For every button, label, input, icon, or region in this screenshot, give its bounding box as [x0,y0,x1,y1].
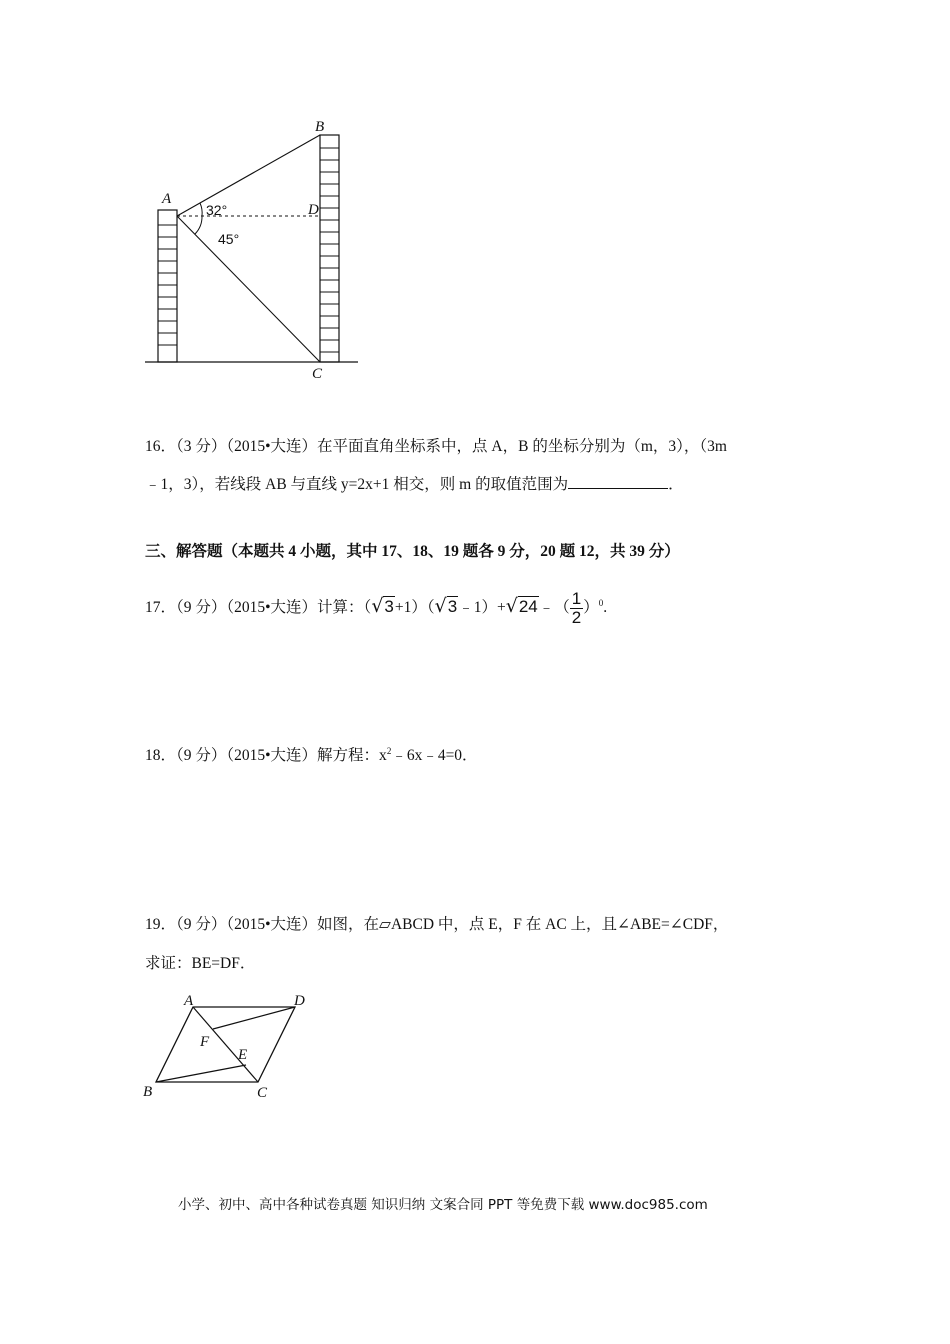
q16-line2-end: ． [668,476,684,493]
q16-line2-text: ﹣1，3），若线段 AB 与直线 y=2x+1 相交，则 m 的取值范围为 [145,476,569,493]
parallelogram-figure [138,990,318,1105]
q17-prefix: 17．（9 分）（2015•大连）计算：（ [145,599,372,617]
sqrt-3-b: √3 [434,595,458,618]
q17-part2: +1）（ [394,599,435,617]
q18-suffix: ﹣6x﹣4=0． [391,747,478,765]
q18-prefix: 18．（9 分）（2015•大连）解方程：x [145,747,387,765]
answer-blank [568,474,668,489]
fig2-label-b: B [143,1084,153,1100]
sqrt-24: √24 [505,595,538,618]
q19-line2: 求证：BE=DF． [145,955,256,972]
fig2-label-e: E [238,1047,248,1063]
fig2-label-d: D [294,993,305,1009]
fig1-angle-32: 32° [206,202,228,218]
fig1-label-c: C [312,366,323,382]
q16-line2 [145,474,684,495]
q19-line1: 19．（9 分）（2015•大连）如图，在▱ABCD 中，点 E，F 在 AC 上，且∠ABE=∠CDF， [145,916,729,933]
q17-suffix: . [603,599,608,617]
fig2-label-c: C [257,1085,268,1101]
fig1-label-a: A [162,191,172,207]
fig2-label-f: F [200,1034,210,1050]
fig2-label-a: A [184,993,194,1009]
footer-text: 小学、初中、高中各种试卷真题 知识归纳 文案合同 PPT 等免费下载 www.doc985.com [178,1197,708,1213]
fraction-one-half: $\frac{1}{2}$ [571,589,582,627]
sqrt-3-a: √3 [371,595,394,618]
q16-line1: 16．（3 分）（2015•大连）在平面直角坐标系中，点 A，B 的坐标分别为（m，3），（3m [145,438,727,455]
q17-part3: ﹣1）+ [458,599,506,617]
section-heading: 三、解答题（本题共 4 小题，其中 17、18、19 题各 9 分，20 题 12，共 39 分） [145,543,680,560]
q17-line [145,590,607,627]
building-angle-figure [140,115,370,385]
fig1-label-d: D [308,202,319,218]
fig1-angle-45: 45° [218,231,240,247]
fig1-label-b: B [315,119,325,135]
q18-line [145,741,478,766]
q17-exponent: 0 [598,597,604,608]
q17-part4: ﹣（ [538,599,570,617]
q17-part5: ） [583,599,599,617]
q18-exponent: 2 [386,746,392,756]
